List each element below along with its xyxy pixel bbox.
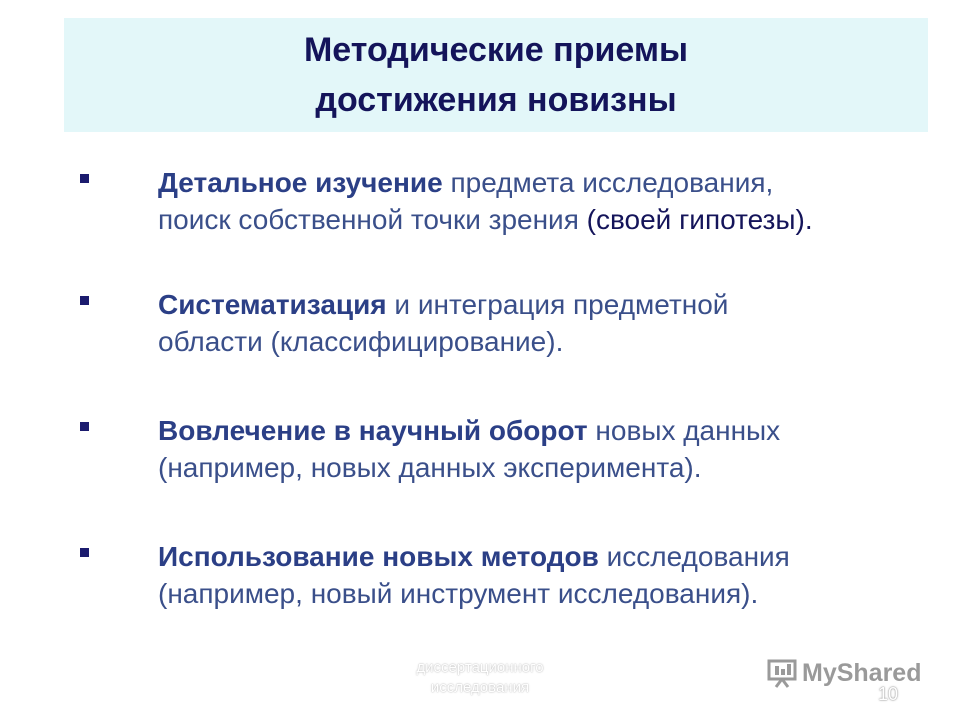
bullet-4-text-2: (например, новый инструмент исследования). <box>158 578 759 609</box>
footer-watermark <box>380 658 580 698</box>
bullet-text-1 <box>158 164 918 238</box>
bullet-2-bold: Систематизация <box>158 289 387 320</box>
bullet-4-bold: Использование новых методов <box>158 541 599 572</box>
bullet-text-3 <box>158 412 918 486</box>
slide-title-line-2: достижения новизны <box>315 81 677 119</box>
presentation-board-icon <box>766 656 800 690</box>
square-bullet-icon <box>80 422 89 431</box>
page-number: 10 <box>878 684 899 704</box>
bullet-2-text-1: и интеграция предметной <box>386 289 729 320</box>
logo-text: MyShared <box>802 658 922 687</box>
bullet-3-text-1: новых данных <box>587 415 781 446</box>
bullet-1-text-2: поиск собственной точки зрения <box>158 204 587 235</box>
footer-watermark-line-1: диссертационного <box>416 659 544 676</box>
bullet-1-text-3: (своей гипотезы). <box>586 204 813 235</box>
bullet-3-text-2: (например, новых данных эксперимента). <box>158 452 702 483</box>
square-bullet-icon <box>80 174 89 183</box>
square-bullet-icon <box>80 296 89 305</box>
bullet-2-text-2: области (классифицирование). <box>158 326 564 357</box>
slide-title-line-1: Методические приемы <box>303 31 689 69</box>
bullet-4-text-1: исследования <box>598 541 790 572</box>
bullet-1-text-1: предмета исследования, <box>442 167 774 198</box>
square-bullet-icon <box>80 548 89 557</box>
myshared-logo[interactable] <box>766 656 921 690</box>
bullet-3-bold: Вовлечение в научный оборот <box>158 415 588 446</box>
bullet-1-bold: Детальное изучение <box>158 167 443 198</box>
bullet-text-4 <box>158 538 918 612</box>
footer-watermark-line-2: исследования <box>430 679 530 696</box>
bullet-text-2 <box>158 286 918 360</box>
title-band <box>64 18 928 132</box>
